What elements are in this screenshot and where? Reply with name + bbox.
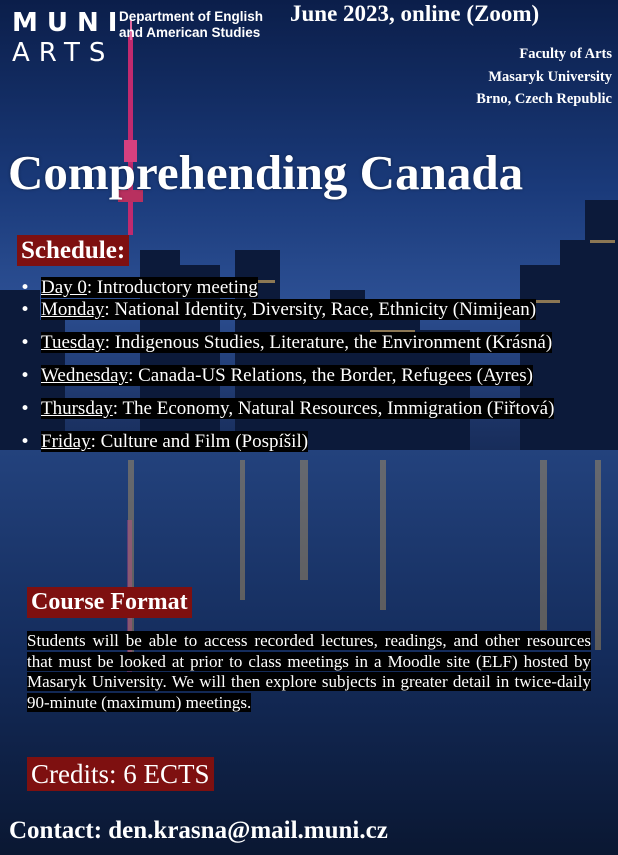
schedule-topic: : Culture and Film (Pospíšil) [90,431,309,452]
schedule-day: Wednesday [41,365,129,386]
course-format-heading: Course Format [27,587,192,618]
faculty-name: Faculty of Arts [519,46,612,62]
schedule-topic: : The Economy, Natural Resources, Immigration (Fiřtová) [112,398,555,419]
university-name: Masaryk University [488,68,612,85]
schedule-topic: : Canada-US Relations, the Border, Refugees (Ayres) [128,365,533,386]
schedule-item [20,299,584,321]
schedule-day: Friday [41,431,91,452]
course-format-text [27,631,591,713]
schedule-item [20,398,584,420]
event-date: June 2023, online (Zoom) [290,1,540,26]
schedule-heading: Schedule: [17,235,129,266]
department-name: Department of English and American Studies [119,9,264,40]
schedule-day: Monday [41,299,105,320]
schedule-day: Tuesday [41,332,105,353]
schedule-topic: : National Identity, Diversity, Race, Ethnicity (Nimijean) [104,299,537,320]
logo-muni: MUNI [12,8,127,38]
schedule-item [20,332,584,354]
institution-block [476,43,612,111]
logo-arts: ARTS [12,38,115,68]
schedule-item [20,277,584,299]
poster-title: Comprehending Canada [8,145,524,200]
schedule-list [20,277,584,453]
credits-badge: Credits: 6 ECTS [27,757,214,791]
location: Brno, Czech Republic [476,91,612,107]
schedule-topic: : Introductory meeting [86,277,258,298]
course-format-body: Students will be able to access recorded lectures, readings, and other resources that must be looked at prior to class meetings in a Moodle site (ELF) hosted by Masaryk University. We will then explore subjects in greater detail in twice-daily 90-minute (maximum) meetings. [27,631,591,712]
schedule-day: Day 0 [41,277,87,298]
schedule-topic: : Indigenous Studies, Literature, the Environment (Krásná) [104,332,553,353]
schedule-item [20,365,584,387]
contact-info: Contact: den.krasna@mail.muni.cz [9,817,388,844]
schedule-item [20,431,584,453]
schedule-day: Thursday [41,398,113,419]
muni-arts-logo [12,8,126,68]
